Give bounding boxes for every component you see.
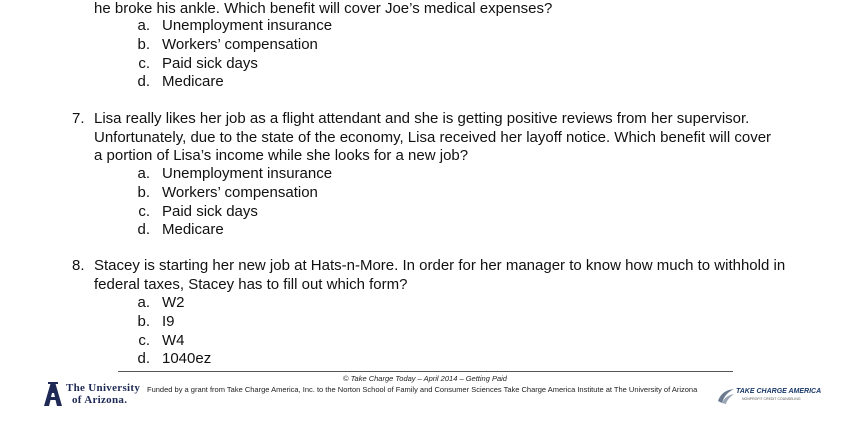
- university-of-arizona-logo: [44, 382, 141, 408]
- footer-funding-note: Funded by a grant from Take Charge America, Inc. to the Norton School of Family and Consumer Sciences Take Charge America Institute at The University of Arizona: [147, 385, 698, 394]
- ua-logo-line-1: The University: [66, 382, 141, 394]
- take-charge-america-logo: [716, 385, 822, 407]
- tca-swoosh-logo-icon: [716, 387, 736, 405]
- q8-option-a: a. W2: [137, 294, 185, 311]
- q7-line-2: Unfortunately, due to the state of the economy, Lisa received her layoff notice. Which benefit will cover: [94, 129, 772, 146]
- tca-logo-text: TAKE CHARGE AMERICA: [736, 388, 822, 395]
- q8-number: 8.: [72, 257, 85, 274]
- tca-logo-tagline: NONPROFIT CREDIT COUNSELING: [742, 397, 801, 401]
- footer-copyright: © Take Charge Today – April 2014 – Getting Paid: [343, 374, 507, 383]
- q8-line-1: Stacey is starting her new job at Hats-n-More. In order for her manager to know how much to withhold in: [94, 257, 786, 274]
- q8-line-2: federal taxes, Stacey has to fill out which form?: [94, 276, 408, 293]
- q8-option-b: b. I9: [137, 313, 175, 330]
- q7-option-c: c. Paid sick days: [138, 203, 258, 220]
- q7-option-d: d. Medicare: [137, 221, 224, 238]
- q6-option-a: a. Unemployment insurance: [137, 17, 333, 34]
- block-a-logo-icon: [44, 382, 62, 406]
- q7-line-3: a portion of Lisa’s income while she looks for a new job?: [94, 147, 469, 164]
- ua-logo-line-2: of Arizona.: [72, 394, 128, 406]
- q6-option-b: b. Workers’ compensation: [137, 36, 318, 53]
- q7-number: 7.: [72, 110, 85, 127]
- q6-text: he broke his ankle. Which benefit will cover Joe’s medical expenses?: [94, 0, 553, 17]
- q8-option-d: d. 1040ez: [137, 350, 212, 367]
- q6-option-c: c. Paid sick days: [138, 55, 258, 72]
- q7-option-b: b. Workers’ compensation: [137, 184, 318, 201]
- q7-option-a: a. Unemployment insurance: [137, 165, 333, 182]
- q8-option-c: c. W4: [138, 332, 185, 349]
- footer-rule: [118, 371, 733, 372]
- q7-line-1: Lisa really likes her job as a flight attendant and she is getting positive reviews from her supervisor.: [94, 110, 750, 127]
- q6-option-d: d. Medicare: [137, 73, 224, 90]
